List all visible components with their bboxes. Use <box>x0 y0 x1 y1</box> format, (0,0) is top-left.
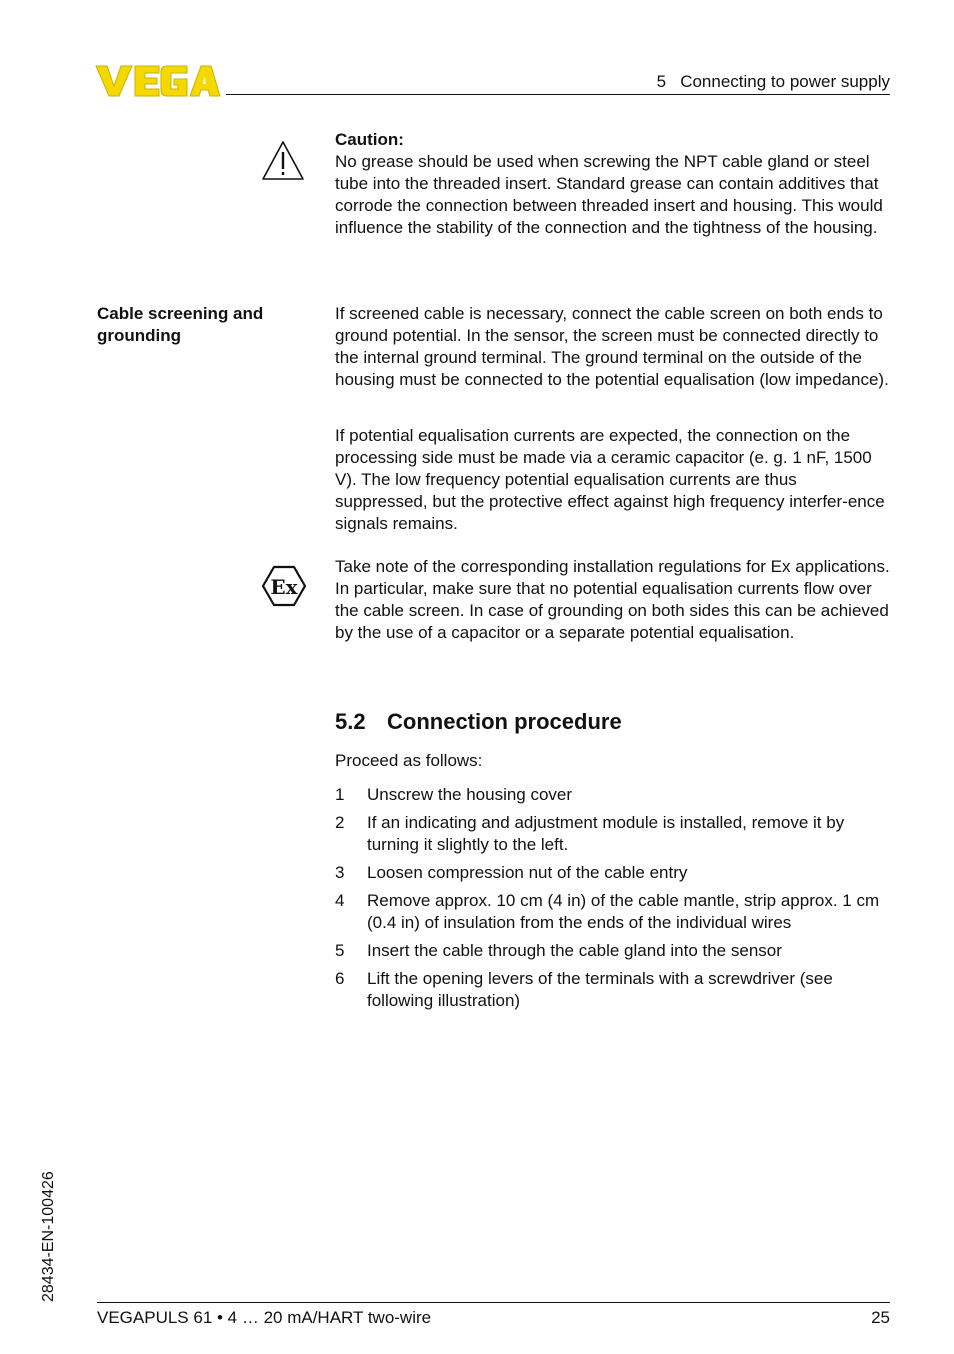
ex-note-text: Take note of the corresponding installation regulations for Ex applications. In particular, make sure that no potential equalisation currents flow over the cable screen. In case of grounding on both sides this can be achieved by the use of a capacitor or a separate potential equalisation. <box>335 557 890 642</box>
caution-block <box>335 129 891 239</box>
header-section-title: 5 Connecting to power supply <box>656 72 890 91</box>
svg-text:Ex: Ex <box>270 575 298 599</box>
step-number: 3 <box>335 863 345 882</box>
caution-text: No grease should be used when screwing the NPT cable gland or steel tube into the threaded insert. Standard grease can contain additives that corrode the connection between threaded insert and housing. This would influence the stability of the connection and the tightness of the housing. <box>335 152 883 237</box>
warning-triangle-icon <box>261 140 305 182</box>
step-number: 5 <box>335 941 345 960</box>
section-intro: Proceed as follows: <box>335 751 483 770</box>
step-text: Remove approx. 10 cm (4 in) of the cable mantle, strip approx. 1 cm (0.4 in) of insulation from the ends of the individual wires <box>367 891 880 932</box>
list-item <box>335 940 891 962</box>
ex-explosion-protection-icon <box>261 565 307 607</box>
list-item <box>335 968 891 1012</box>
step-text: Lift the opening levers of the terminals with a screwdriver (see following illustration) <box>367 969 833 1010</box>
list-item <box>335 784 891 806</box>
step-text: If an indicating and adjustment module is installed, remove it by turning it slightly to the left. <box>367 813 845 854</box>
footer-product-name: VEGAPULS 61 • 4 … 20 mA/HART two-wire <box>97 1308 432 1327</box>
step-number: 1 <box>335 785 345 804</box>
vega-logo <box>95 64 221 98</box>
screening-paragraph-1: If screened cable is necessary, connect the cable screen on both ends to ground potential. In the sensor, the screen must be connected directly to the internal ground terminal. The ground terminal on the outside of the housing must be connected to the potential equalisation (low impedance). <box>335 304 889 389</box>
caution-title: Caution: <box>335 130 404 149</box>
footer-rule <box>97 1302 890 1303</box>
list-item <box>335 812 891 856</box>
section-heading <box>335 709 622 735</box>
step-text: Insert the cable through the cable gland into the sensor <box>367 941 782 960</box>
step-text: Loosen compression nut of the cable entry <box>367 863 688 882</box>
procedure-steps <box>335 784 891 1018</box>
side-label-cable-screening: Cable screening and grounding <box>97 304 264 345</box>
screening-paragraph-2: If potential equalisation currents are expected, the connection on the processing side must be made via a ceramic capacitor (e. g. 1 nF, 1500 V). The low frequency potential equalisation currents are thus suppressed, but the protective effect against high frequency interfer-ence signals remains. <box>335 426 885 533</box>
page-number: 25 <box>871 1308 890 1327</box>
section-title: Connection procedure <box>387 709 622 734</box>
list-item <box>335 890 891 934</box>
section-number: 5.2 <box>335 709 366 734</box>
list-item <box>335 862 891 884</box>
header-rule <box>226 94 890 95</box>
step-number: 2 <box>335 813 345 832</box>
step-number: 4 <box>335 891 345 910</box>
step-number: 6 <box>335 969 345 988</box>
document-code: 28434-EN-100426 <box>40 1171 57 1302</box>
step-text: Unscrew the housing cover <box>367 785 573 804</box>
